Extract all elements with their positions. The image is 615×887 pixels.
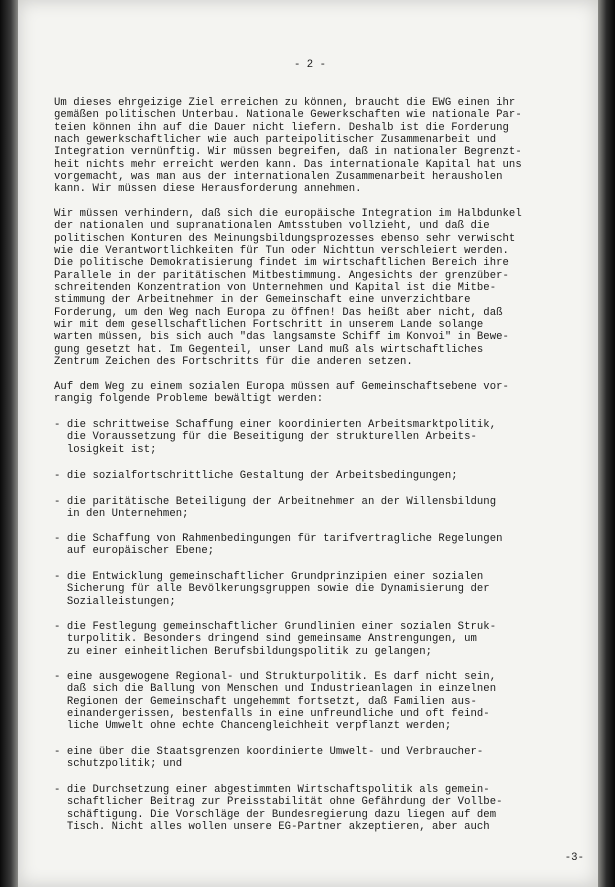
list-item-mitbestimmung: - die paritätische Beteiligung der Arbeitnehmer an der Willensbildung in den Unternehmen; bbox=[54, 496, 497, 521]
page-number: - 2 - bbox=[293, 59, 327, 71]
list-item-wirtschaftspolitik: - die Durchsetzung einer abgestimmten Wirtschaftspolitik als gemein- schaftlicher Beitrag zur Preisstabilität ohne Gefährdung der Vollbe- schäftigung. Die Vorschläge der Bundesregierung dazu liegen auf dem Tisch. Nicht alles wollen unsere EG-Partner akzeptieren, aber auch bbox=[54, 784, 503, 834]
paragraph-probleme-intro: Auf dem Weg zu einem sozialen Europa müssen auf Gemeinschaftsebene vor- rangig folgende Probleme bewältigt werden: bbox=[54, 381, 509, 406]
paragraph-ewg-unterbau: Um dieses ehrgeizige Ziel erreichen zu können, braucht die EWG einen ihr gemäßen politischen Unterbau. Nationale Gewerkschaften wie nationale Par- teien können ihn auf die Dauer nicht liefern. Deshalb ist die Forderung nach gewerkschaftlicher wie auch parteipolitischer Zusammenarbeit und Integration vernünftig. Wir müssen begreifen, daß in nationaler Begrenzt- heit nichts mehr erreicht werden kann. Das internationale Kapital hat uns vorgemacht, was man aus der internationalen Zusammenarbeit herausholen kann. Wir müssen diese Herausforderung annehmen. bbox=[54, 97, 522, 196]
left-scan-border bbox=[0, 0, 18, 887]
next-page-marker: -3- bbox=[564, 852, 584, 864]
list-item-umweltschutz: - eine über die Staatsgrenzen koordinierte Umwelt- und Verbraucher- schutzpolitik; und bbox=[54, 746, 484, 771]
list-item-soziale-sicherung: - die Entwicklung gemeinschaftlicher Grundprinzipien einer sozialen Sicherung für alle Bevölkerungsgruppen sowie die Dynamisierung der Sozialleistungen; bbox=[54, 571, 490, 608]
list-item-regionalpolitik: - eine ausgewogene Regional- und Strukturpolitik. Es darf nicht sein, daß sich die Ballung von Menschen und Industrieanlagen in einzelnen Regionen der Gemeinschaft ungehemmt fortsetzt, daß Familien aus- einandergerissen, bestenfalls in eine unfreundliche und oft feind- liche Umwelt ohne echte Chancengleichheit verpflanzt werden; bbox=[54, 671, 497, 733]
list-item-arbeitsbedingungen: - die sozialfortschrittliche Gestaltung der Arbeitsbedingungen; bbox=[54, 470, 458, 482]
list-item-arbeitsmarktpolitik: - die schrittweise Schaffung einer koordinierten Arbeitsmarktpolitik, die Voraussetzung für die Beseitigung der strukturellen Arbeits- losigkeit ist; bbox=[54, 419, 497, 456]
document-page bbox=[18, 0, 598, 887]
right-scan-border bbox=[598, 0, 615, 887]
paragraph-integration-demokratisierung: Wir müssen verhindern, daß sich die europäische Integration im Halbdunkel der nationalen und supranationalen Amtsstuben vollzieht, und daß die politischen Konturen des Meinungsbildungsprozesses ebenso sehr verwischt wie die Verantwortlichkeiten für Tun oder Nichttun verschleiert werden. Die politische Demokratisierung findet im wirtschaftlichen Bereich ihre Parallele in der paritätischen Mitbestimmung. Angesichts der grenzüber- schreitenden Konzentration von Unternehmen und Kapital ist die Mitbe- stimmung der Arbeitnehmer in der Gemeinschaft eine unverzichtbare Forderung, um den Weg nach Europa zu öffnen! Das heißt aber nicht, daß wir mit dem gesellschaftlichen Fortschritt in unserem Lande solange warten müssen, bis sich auch "das langsamste Schiff im Konvoi" in Bewe- gung gesetzt hat. Im Gegenteil, unser Land muß als wirtschaftliches Zentrum Zeichen des Fortschritts für die anderen setzen. bbox=[54, 208, 522, 369]
list-item-strukturpolitik: - die Festlegung gemeinschaftlicher Grundlinien einer sozialen Struk- turpolitik. Besonders dringend sind gemeinsame Anstrengungen, um zu einer einheitlichen Berufsbildungspolitik zu gelangen; bbox=[54, 621, 497, 658]
list-item-tarifvertraege: - die Schaffung von Rahmenbedingungen für tarifvertragliche Regelungen auf europäischer Ebene; bbox=[54, 533, 503, 558]
